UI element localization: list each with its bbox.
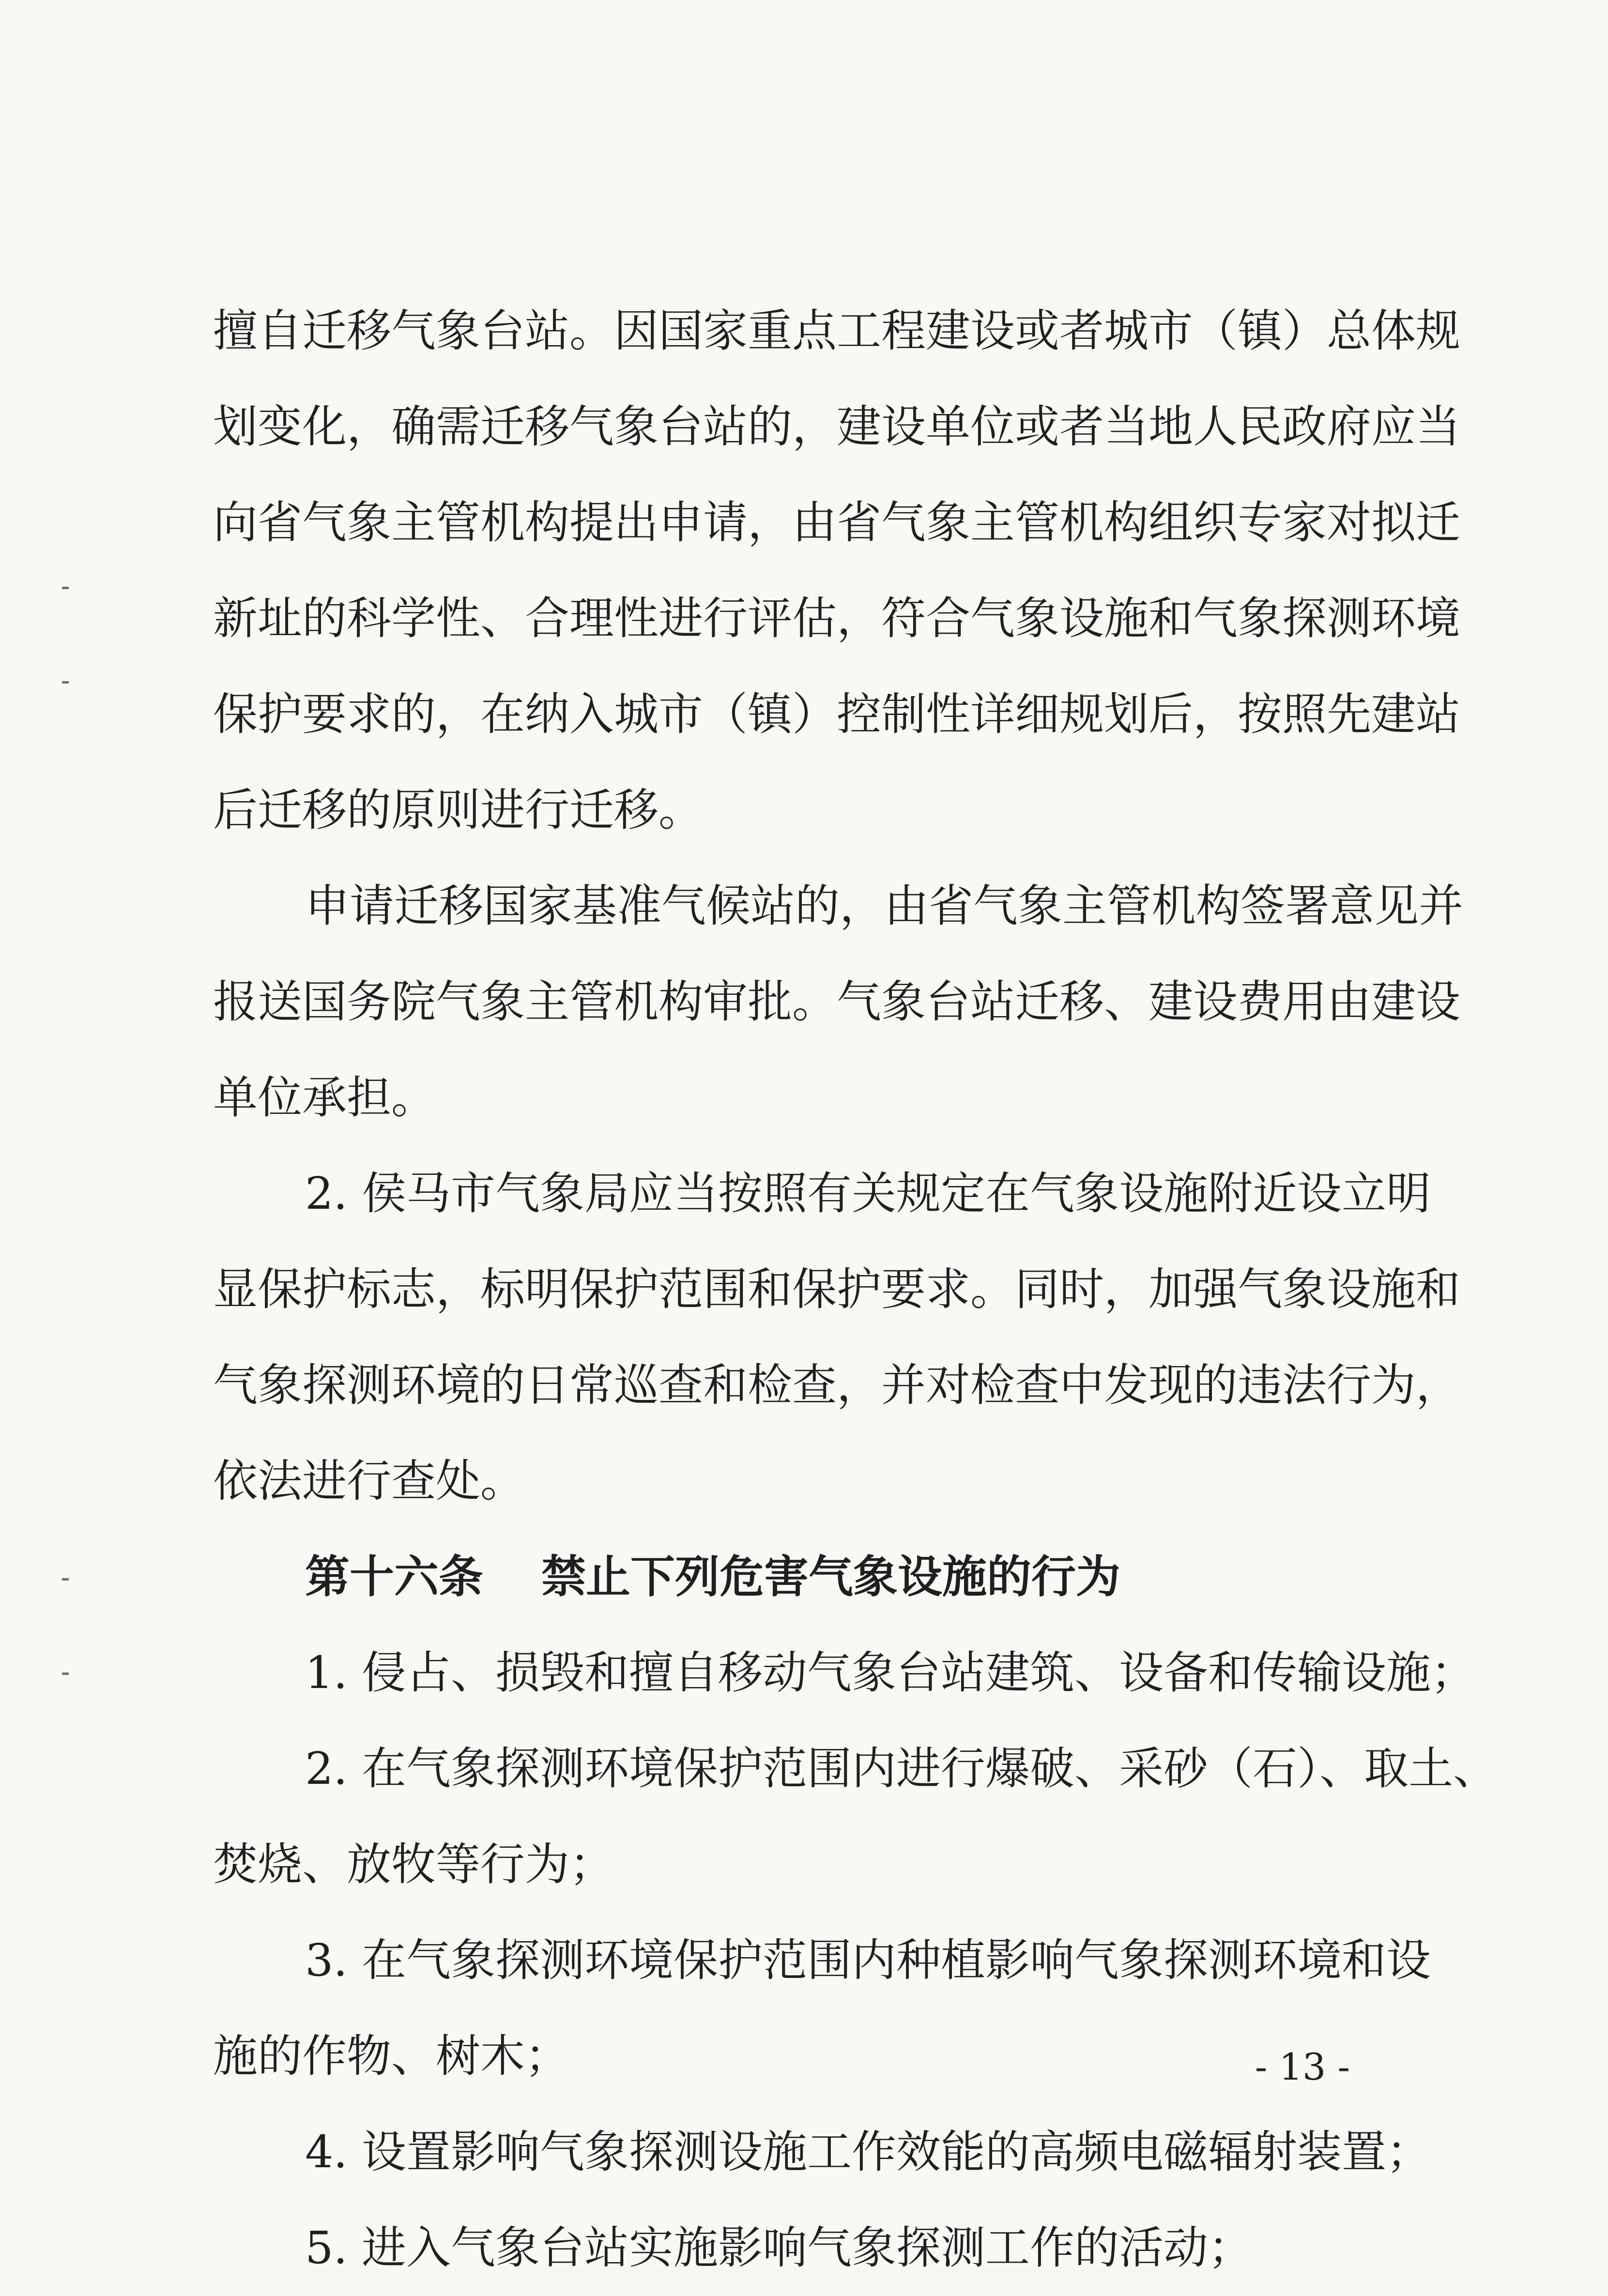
list-item: 3. 在气象探测环境保护范围内种植影响气象探测环境和设 <box>305 1934 1431 1986</box>
text-line: 擅自迁移气象台站。因国家重点工程建设或者城市（镇）总体规 <box>213 305 1461 357</box>
text-line: 新址的科学性、合理性进行评估，符合气象设施和气象探测环境 <box>213 593 1461 644</box>
text-line: 保护要求的，在纳入城市（镇）控制性详细规划后，按照先建站 <box>213 688 1461 740</box>
text-line: 2. 侯马市气象局应当按照有关规定在气象设施附近设立明 <box>305 1168 1431 1219</box>
text-line: 气象探测环境的日常巡查和检查，并对检查中发现的违法行为， <box>213 1359 1461 1411</box>
margin-mark <box>62 587 69 589</box>
article-heading <box>213 1529 1414 1625</box>
page-number: - 13 - <box>1255 2045 1350 2088</box>
text-line: 申请迁移国家基准气候站的，由省气象主管机构签署意见并 <box>305 880 1464 932</box>
margin-mark <box>62 1578 69 1581</box>
list-item: 4. 设置影响气象探测设施工作效能的高频电磁辐射装置； <box>305 2126 1431 2178</box>
list-item: 1. 侵占、损毁和擅自移动气象台站建筑、设备和传输设施； <box>305 1647 1476 1699</box>
text-line: 施的作物、树木； <box>213 2030 570 2082</box>
text-line: 显保护标志，标明保护范围和保护要求。同时，加强气象设施和 <box>213 1263 1461 1315</box>
text-line: 后迁移的原则进行迁移。 <box>213 784 704 836</box>
list-item: 5. 进入气象台站实施影响气象探测工作的活动； <box>305 2222 1253 2274</box>
margin-mark <box>62 681 69 684</box>
text-line: 单位承担。 <box>213 1072 436 1124</box>
text-line: 焚烧、放牧等行为； <box>213 1839 614 1890</box>
document-body <box>213 283 1498 2296</box>
article-number: 第十六条 <box>305 1551 484 1603</box>
text-line: 报送国务院气象主管机构审批。气象台站迁移、建设费用由建设 <box>213 976 1461 1028</box>
text-line: 划变化，确需迁移气象台站的，建设单位或者当地人民政府应当 <box>213 401 1461 453</box>
margin-mark <box>62 1673 69 1675</box>
article-title: 禁止下列危害气象设施的行为 <box>541 1551 1121 1603</box>
list-item: 2. 在气象探测环境保护范围内进行爆破、采砂（石）、取土、 <box>305 1743 1498 1794</box>
text-line: 依法进行查处。 <box>213 1455 525 1507</box>
text-line: 向省气象主管机构提出申请，由省气象主管机构组织专家对拟迁 <box>213 497 1461 548</box>
